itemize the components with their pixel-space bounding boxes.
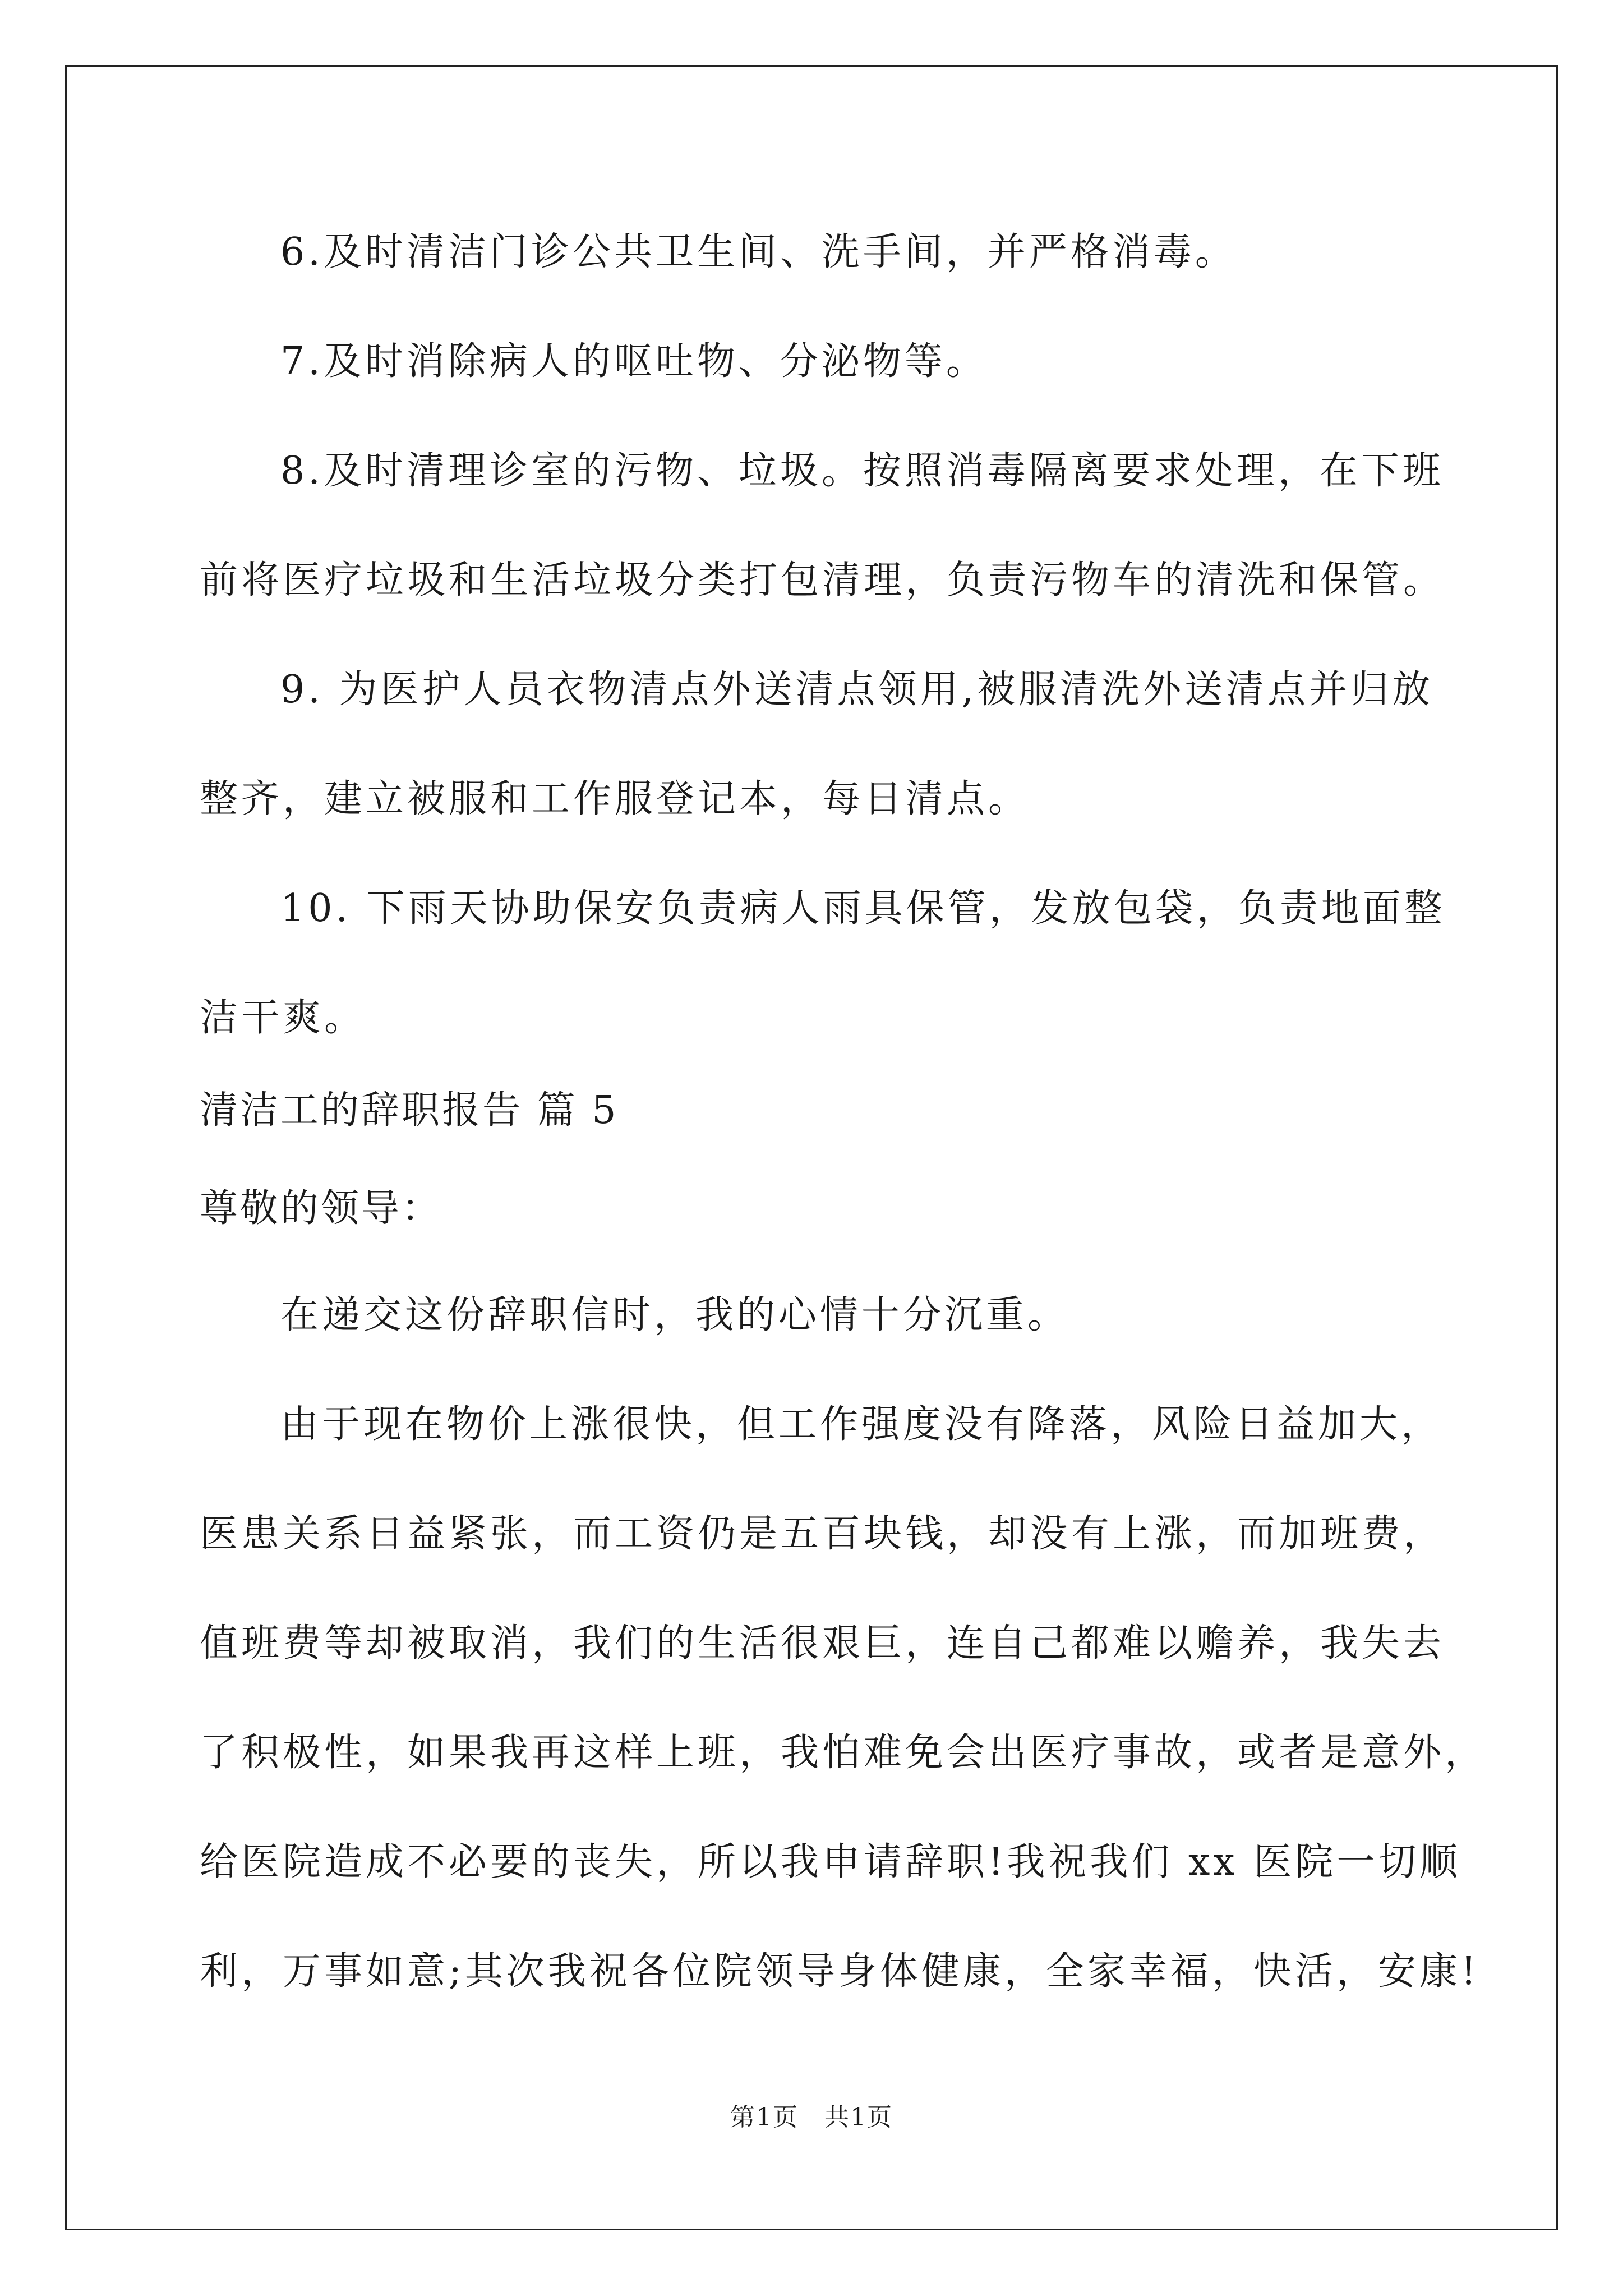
- letter-paragraph-line: 给医院造成不必要的丧失，所以我申请辞职!我祝我们 xx 医院一切顺: [200, 1840, 1461, 1884]
- paragraph-line: 7.及时消除病人的呕吐物、分泌物等。: [280, 339, 988, 384]
- letter-paragraph-line: 在递交这份辞职信时，我的心情十分沉重。: [280, 1293, 1069, 1337]
- paragraph-line: 9. 为医护人员衣物清点外送清点领用,被服清洗外送清点并归放: [280, 668, 1434, 712]
- letter-paragraph-line: 医患关系日益紧张，而工资仍是五百块钱，却没有上涨，而加班费，: [200, 1512, 1445, 1556]
- paragraph-line: 洁干爽。: [200, 996, 366, 1040]
- letter-paragraph-line: 由于现在物价上涨很快，但工作强度没有降落，风险日益加大，: [280, 1402, 1443, 1447]
- letter-paragraph-line: 利，万事如意;其次我祝各位院领导身体健康，全家幸福，快活，安康!: [200, 1949, 1480, 1994]
- letter-paragraph-line: 值班费等却被取消，我们的生活很艰巨，连自己都难以赡养，我失去: [200, 1621, 1445, 1665]
- paragraph-line: 10. 下雨天协助保安负责病人雨具保管，发放包袋，负责地面整: [280, 886, 1446, 931]
- paragraph-line: 6.及时清洁门诊公共卫生间、洗手间，并严格消毒。: [280, 230, 1237, 274]
- salutation: 尊敬的领导：: [200, 1186, 442, 1231]
- paragraph-line: 整齐，建立被服和工作服登记本，每日清点。: [200, 777, 1030, 821]
- page-footer: 第1页 共1页: [730, 2103, 893, 2132]
- section-title: 清洁工的辞职报告 篇 5: [200, 1088, 619, 1133]
- letter-paragraph-line: 了积极性，如果我再这样上班，我怕难免会出医疗事故，或者是意外，: [200, 1731, 1487, 1775]
- paragraph-line: 8.及时清理诊室的污物、垃圾。按照消毒隔离要求处理，在下班: [280, 449, 1444, 493]
- paragraph-line: 前将医疗垃圾和生活垃圾分类打包清理，负责污物车的清洗和保管。: [200, 558, 1445, 602]
- page-border: [65, 65, 1558, 2230]
